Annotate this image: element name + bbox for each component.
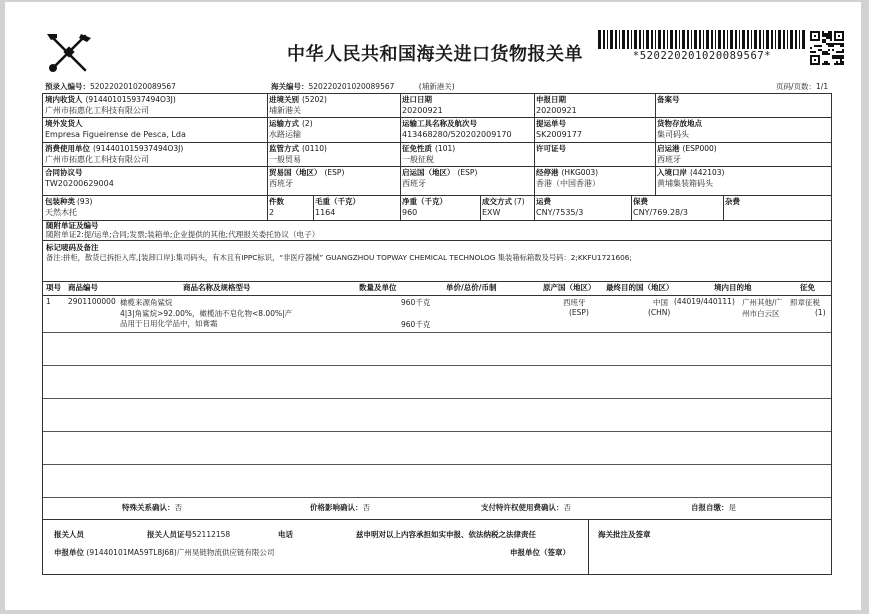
package-field-1 [43,196,267,220]
barcode-bar [610,30,613,49]
goods-item-no: 1 [46,297,51,306]
col-code-header: 商品编号 [68,283,98,292]
qr-module [838,55,840,57]
barcode-bar [790,30,793,49]
field-r1-c5 [655,94,831,117]
qr-module [836,61,838,63]
qr-module [840,57,842,59]
self-declare-confirm: 自报自缴：是 [691,503,736,512]
barcode-bar [646,30,649,49]
barcode-bar [667,30,668,49]
qr-module [826,37,828,39]
goods-dest-code: (CHN) [648,308,671,317]
qr-module [834,63,836,65]
qr-module [842,61,844,63]
package-field-7 [631,196,723,220]
field-label: 运输工具名称及航次号 [402,119,477,128]
declarant-cert: 报关人员证号52112158 [147,530,231,539]
declaring-unit-stamp: 申报单位（签章） [510,548,570,557]
goods-district-line1: 广州其他/广 [742,298,783,307]
qr-module [824,53,826,55]
barcode-bar [663,30,665,49]
qr-module [824,63,826,65]
field-code: (93) [77,197,93,206]
qr-module [830,31,832,33]
field-r2-c2 [267,118,400,142]
qr-module [824,39,826,41]
barcode-bar [766,30,769,49]
qr-module [838,63,840,65]
barcode-bar [703,30,704,49]
goods-levy: 照章征税 [790,298,820,307]
declaration-form [42,93,832,575]
qr-module [832,55,834,57]
qr-module [834,55,836,57]
barcode-bar [723,30,725,49]
col-levy-header: 征免 [800,283,815,292]
qr-module [822,53,824,55]
header-grid [43,94,831,196]
qr-module [822,39,824,41]
field-value: SK2009177 [536,130,582,139]
barcode-bar [694,30,697,49]
goods-origin: 西班牙 [563,298,586,307]
qr-module [824,61,826,63]
field-label: 包装种类 [45,197,75,206]
declarant-section [43,520,588,575]
barcode-bar [658,30,661,49]
qr-module [826,51,828,53]
qr-module [824,51,826,53]
qr-module [828,31,830,33]
field-value: 1164 [315,208,336,217]
qr-module [814,45,816,47]
qr-module [828,43,830,45]
qr-module [818,45,820,47]
barcode-bar [718,30,721,49]
marks-value: 备注:拼柜，散货已拆拒入库,[装卸口岸]:集司码头，有木且有IPPC标识，“非医疗器械” GUANGZHOU TOPWAY CHEMICAL TECHNOLOG 集装箱标箱数及号码：2;KKFU1721606; [46,253,632,262]
customs-note-section [589,520,831,575]
field-r4-c2 [267,167,400,195]
field-label: 征免性质 [402,144,432,153]
field-value: 天然木托 [45,208,77,217]
barcode-bar [655,30,656,49]
goods-district-line2: 州市白云区 [742,309,780,318]
qr-module [838,57,840,59]
field-code: (442103) [690,168,725,177]
field-label: 毛重（千克） [315,197,360,206]
field-label: 杂费 [725,197,740,206]
qr-module [826,63,828,65]
field-label: 申报日期 [536,95,566,104]
field-value: CNY/7535/3 [536,208,584,217]
field-r4-c3 [400,167,534,195]
qr-module [828,33,830,35]
qr-module [840,43,842,45]
qr-module [832,45,834,47]
barcode-bar [759,30,761,49]
field-r3-c5 [655,143,831,166]
qr-module [814,35,816,37]
field-value: CNY/769.28/3 [633,208,688,217]
field-label: 成交方式 [482,197,512,206]
qr-module [820,49,822,51]
field-label: 运输方式 [269,119,299,128]
qr-module [812,51,814,53]
barcode-bar [622,30,625,49]
field-r1-c3 [400,94,534,117]
field-code: (0110) [302,144,327,153]
barcode-bar [735,30,737,49]
qr-module [830,45,832,47]
field-r1-c2 [267,94,400,117]
col-dest-header: 最终目的国（地区） [606,283,674,292]
special-relation-confirm: 特殊关系确认：否 [122,503,182,512]
marks-label: 标记唛码及备注 [46,243,99,252]
qr-module [832,43,834,45]
field-label: 境内收货人 [45,95,83,104]
qr-module [840,51,842,53]
qr-module [826,53,828,55]
package-field-8 [723,196,831,220]
qr-module [828,35,830,37]
goods-table-header [43,282,831,294]
field-value: 20200921 [402,106,443,115]
field-code: (2) [302,119,313,128]
barcode-bar [763,30,764,49]
field-value: Empresa Figueirense de Pesca, Lda [45,130,186,139]
goods-qty-1: 960千克 [401,298,431,307]
field-value: 西班牙 [269,179,293,188]
package-field-2 [267,196,313,220]
field-value: 集司码头 [657,130,689,139]
field-label: 启运港 [657,144,680,153]
field-value: 20200921 [536,106,577,115]
qr-module [840,45,842,47]
barcode-bar [711,30,713,49]
field-label: 监管方式 [269,144,299,153]
field-value: 960 [402,208,418,217]
package-field-5 [480,196,534,220]
barcode-bar [742,30,745,49]
goods-name: 橄榄来源角鲨烷 [120,298,173,307]
field-r1-c1 [43,94,267,117]
qr-module [828,45,830,47]
qr-module [832,57,834,59]
goods-origin-code: (ESP) [569,308,589,317]
package-field-4 [400,196,480,220]
qr-module [840,59,842,61]
field-r4-c1 [43,167,267,195]
customs-emblem-icon [45,32,93,74]
field-label: 境外发货人 [45,119,83,128]
field-label: 进境关别 [269,95,299,104]
field-r1-c4 [534,94,655,117]
barcode-bar [639,30,641,49]
qr-module [842,45,844,47]
qr-module [820,45,822,47]
field-r3-c1 [43,143,267,166]
attached-docs-section [43,221,831,240]
field-r2-c4 [534,118,655,142]
field-code: (ESP) [457,168,478,177]
package-row [43,196,831,221]
qr-module [836,55,838,57]
barcode-bar [699,30,701,49]
barcode-bar [619,30,620,49]
declarant-label: 报关人员 [54,530,84,539]
qr-module [818,49,820,51]
qr-module [830,37,832,39]
qr-module [822,51,824,53]
attached-docs-value: 随附单证2:提/运单;合同;发票;装箱单;企业提供的其他;代理报关委托协议（电子） [46,230,320,239]
goods-spec-line2: 品用于日用化学品中，如膏霜 [120,319,218,328]
declaring-unit: 申报单位 (91440101MA59TL8J68)广州昊链物流供应链有限公司 [54,548,275,557]
field-code: (101) [435,144,456,153]
barcode-bar [730,30,733,49]
qr-code [810,31,844,65]
qr-module [816,45,818,47]
field-r2-c1 [43,118,267,142]
barcode-bar [775,30,776,49]
barcode-bar [598,30,601,49]
qr-module [822,33,824,35]
barcode-bar [691,30,692,49]
qr-module [822,41,824,43]
barcode-bar [783,30,785,49]
field-value: 香港（中国香港） [536,179,600,188]
field-value: TW20200629004 [45,179,114,188]
declaration-statement: 兹申明对以上内容承担如实申报、依法纳税之法律责任 [356,530,536,539]
field-label: 提运单号 [536,119,566,128]
barcode-bar [771,30,773,49]
qr-module [822,35,824,37]
field-code: (914401015937494O3J) [85,95,176,104]
qr-module [836,51,838,53]
declaration-sheet [5,2,861,610]
barcode-bar [795,30,797,49]
field-code: (ESP000) [682,144,717,153]
field-r3-c3 [400,143,534,166]
royalty-confirm: 支付特许权使用费确认：否 [481,503,571,512]
barcode-bar [627,30,629,49]
barcode-bar [607,30,608,49]
qr-module [830,35,832,37]
barcode-bar [687,30,689,49]
col-district-header: 境内目的地 [714,283,752,292]
qr-module [842,49,844,51]
field-code: (ESP) [324,168,345,177]
field-r3-c2 [267,143,400,166]
qr-module [828,63,830,65]
col-name-header: 商品名称及规格型号 [183,283,251,292]
qr-module [830,33,832,35]
field-code: (HKG003) [561,168,599,177]
field-value: 广州市拓惠化工科技有限公司 [45,155,149,164]
field-label: 保费 [633,197,648,206]
qr-module [826,61,828,63]
field-label: 运费 [536,197,551,206]
barcode-bar [634,30,637,49]
qr-module [822,31,824,33]
field-value: 西班牙 [657,155,681,164]
qr-module [830,39,832,41]
field-code: (914401015937494O3J) [93,144,184,153]
barcode-bar [643,30,644,49]
goods-dest: 中国 [653,298,668,307]
field-value: 413468280/520202009170 [402,130,512,139]
attached-docs-label: 随附单证及编号 [46,221,99,230]
goods-qty-2: 960千克 [401,320,431,329]
qr-module [842,57,844,59]
field-r4-c4 [534,167,655,195]
qr-module [824,41,826,43]
field-value: 一般征税 [402,155,434,164]
col-item-header: 项号 [46,283,61,292]
qr-module [842,51,844,53]
field-value: EXW [482,208,501,217]
col-price-header: 单价/总价/币制 [446,283,497,292]
qr-module [838,51,840,53]
document-title: 中华人民共和国海关进口货物报关单 [287,44,583,65]
field-r3-c4 [534,143,655,166]
field-value: 一般贸易 [269,155,301,164]
goods-spec-line1: 4|3|角鲨烷>92.00%，橄榄油不皂化物<8.00%|产 [120,309,293,318]
qr-module [814,59,816,61]
goods-district-code: (44019/440111) [674,297,735,306]
package-field-6 [534,196,631,220]
marks-section [43,241,831,281]
qr-module [834,43,836,45]
qr-module [836,43,838,45]
field-label: 货物存放地点 [657,119,702,128]
field-value: 2 [269,208,275,217]
qr-module [822,63,824,65]
field-label: 入境口岸 [657,168,687,177]
barcode-bar [682,30,685,49]
field-value: 水路运输 [269,130,301,139]
table-row [43,296,831,332]
field-label: 启运国（地区） [402,168,455,177]
field-value: 西班牙 [402,179,426,188]
field-value: 埔新港关 [269,106,301,115]
field-r2-c5 [655,118,831,142]
qr-module [814,51,816,53]
field-label: 进口日期 [402,95,432,104]
col-origin-header: 原产国（地区） [543,283,596,292]
barcode-bar [754,30,757,49]
barcode-bar [631,30,632,49]
field-label: 经停港 [536,168,559,177]
field-code: (5202) [302,95,327,104]
field-code: (7) [514,197,525,206]
field-r2-c3 [400,118,534,142]
field-label: 许可证号 [536,144,566,153]
field-value: 广州市拓惠化工科技有限公司 [45,106,149,115]
barcode-text: *520220201020089567* [596,50,808,62]
price-impact-confirm: 价格影响确认：否 [310,503,370,512]
qr-module [836,57,838,59]
qr-module [832,49,834,51]
qr-module [842,43,844,45]
qr-module [840,55,842,57]
qr-module [830,43,832,45]
barcode-bar [787,30,788,49]
field-value: 黄埔集装箱码头 [657,179,713,188]
field-label: 净重（千克） [402,197,447,206]
field-label: 合同协议号 [45,168,83,177]
barcode-bar [679,30,680,49]
barcode-bar [747,30,749,49]
qr-module [840,63,842,65]
field-label: 贸易国（地区） [269,168,322,177]
qr-module [834,57,836,59]
customs-note-label: 海关批注及签章 [598,530,651,539]
qr-module [828,49,830,51]
barcode-bar [603,30,605,49]
qr-module [810,51,812,53]
goods-code: 2901100000 [68,297,116,306]
confirmation-row [43,500,831,514]
barcode-bar [799,30,800,49]
barcode-bar [739,30,740,49]
qr-module [824,35,826,37]
qr-module [838,35,840,37]
qr-module [838,43,840,45]
barcode-bar [670,30,673,49]
field-label: 消费使用单位 [45,144,90,153]
qr-module [824,33,826,35]
phone-label: 电话 [278,530,293,539]
package-field-3 [313,196,400,220]
barcode-bar [615,30,617,49]
goods-levy-code: (1) [815,308,826,317]
field-label: 件数 [269,197,284,206]
barcode-bar [751,30,752,49]
barcode-bar [706,30,709,49]
col-qty-header: 数量及单位 [359,283,397,292]
barcode-bar [802,30,805,49]
barcode-bar [778,30,781,49]
qr-module [826,43,828,45]
field-r4-c5 [655,167,831,195]
qr-module [826,35,828,37]
page-number: 页码/页数：1/1 [776,82,829,91]
qr-module [826,33,828,35]
barcode-bar [675,30,677,49]
barcode-bar [715,30,716,49]
field-label: 备案号 [657,95,680,104]
qr-module [828,53,830,55]
qr-module [842,63,844,65]
qr-module [842,55,844,57]
barcode-bar [651,30,653,49]
customs-number: 海关编号：520220201020089567 (埔新港关) [271,82,455,91]
qr-module [836,63,838,65]
qr-module [840,61,842,63]
pre-entry-number: 预录入编号：520220201020089567 [45,82,176,91]
qr-module [828,37,830,39]
qr-module [810,47,812,49]
barcode-bar [727,30,728,49]
